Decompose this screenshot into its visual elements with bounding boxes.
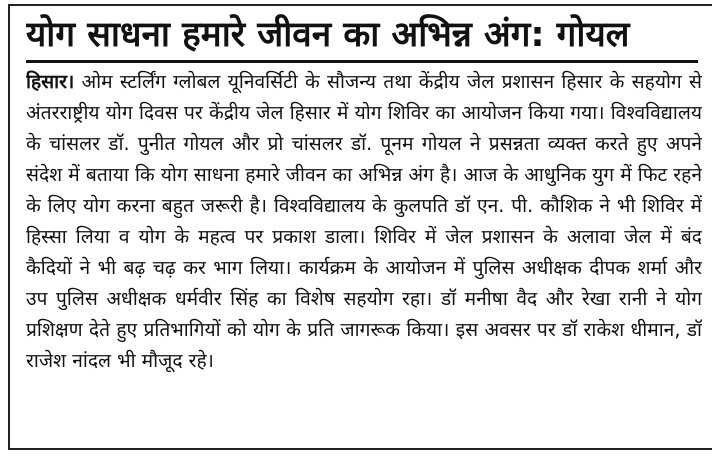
headline: योग साधना हमारे जीवन का अभिन्न अंग: गोयल (26, 15, 630, 55)
headline-underline (26, 60, 698, 63)
article-body (26, 66, 702, 446)
article-body-text: ओम स्टर्लिंग ग्लोबल यूनिवर्सिटी के सौजन्य तथा केंद्रीय जेल प्रशासन हिसार के सहयोग से अंतरराष्ट्रीय योग दिवस पर केंद्रीय जेल हिसार में योग शिविर का आयोजन किया गया। विश्वविद्यालय के चांसलर डॉ. पुनीत गोयल और प्रो चांसलर डॉ. पूनम गोयल ने प्रसन्नता व्यक्त करते हुए अपने संदेश में बताया कि योग साधना हमारे जीवन का अभिन्न अंग है। आज के आधुनिक युग में फिट रहने के लिए योग करना बहुत जरूरी है। विश्वविद्यालय के कुलपति डॉ एन. पी. कौशिक ने भी शिविर में हिस्सा लिया व योग के महत्व पर प्रकाश डाला। शिविर में जेल प्रशासन के अलावा जेल में बंद कैदियों ने भी बढ़ चढ़ कर भाग लिया। कार्यक्रम के आयोजन में पुलिस अधीक्षक दीपक शर्मा और उप पुलिस अधीक्षक धर्मवीर सिंह का विशेष सहयोग रहा। डॉ मनीषा वैद और रेखा रानी ने योग प्रशिक्षण देते हुए प्रतिभागियों को योग के प्रति जागरूक किया। इस अवसर पर डॉ राकेश धीमान, डॉ राजेश नांदल भी मौजूद रहे। (26, 70, 702, 372)
news-clipping (8, 4, 712, 450)
dateline: हिसार। (26, 70, 75, 93)
